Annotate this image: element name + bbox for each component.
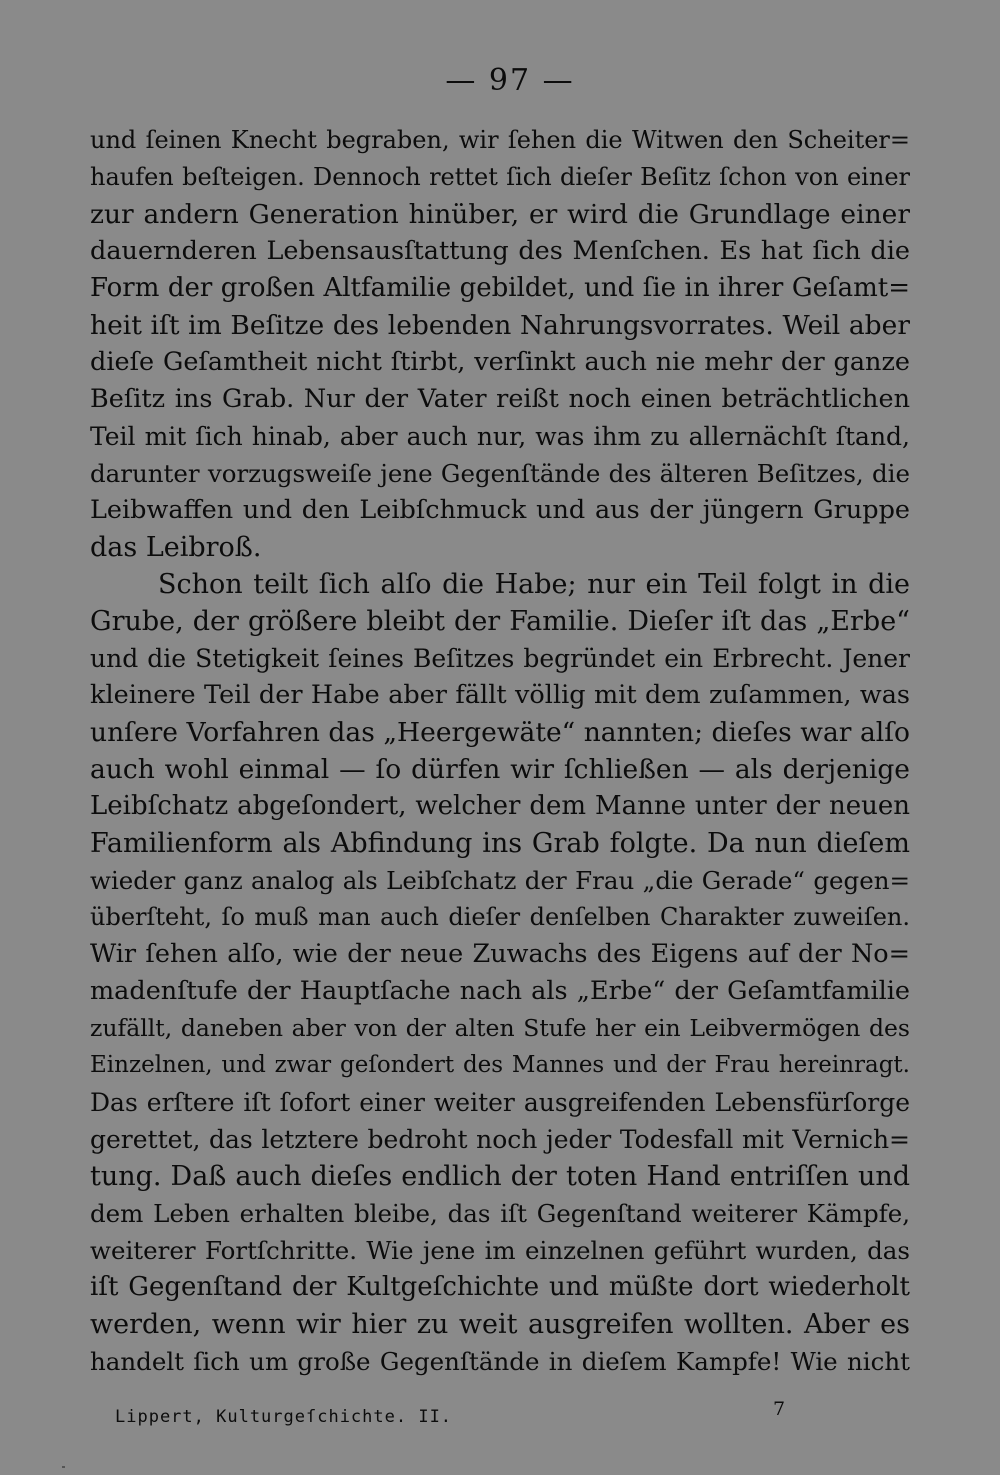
text-line: Teil mit ſich hinab, aber auch nur, was ihm zu allernächſt ſtand, — [90, 422, 910, 451]
text-line: Wir ſehen alſo, wie der neue Zuwachs des Eigens auf der No= — [90, 939, 910, 969]
text-line: zur andern Generation hinüber, er wird die Grundlage einer — [90, 199, 910, 230]
scan-speck — [62, 1466, 65, 1468]
page-footer — [115, 1398, 815, 1434]
text-line: kleinere Teil der Habe aber fällt völlig mit dem zuſammen, was — [90, 680, 910, 710]
text-line: Leibſchatz abgeſondert, welcher dem Manne unter der neuen — [90, 791, 910, 821]
text-line: Schon teilt ſich alſo die Habe; nur ein Teil folgt in die — [158, 569, 910, 600]
text-line: dieſe Geſamtheit nicht ſtirbt, verſinkt auch nie mehr der ganze — [90, 347, 910, 377]
text-line: Grube, der größere bleibt der Familie. Dieſer iſt das „Erbe“ — [90, 606, 910, 637]
text-line: haufen beſteigen. Dennoch rettet ſich dieſer Beſitz ſchon von einer — [90, 163, 910, 191]
text-line: unſere Vorfahren das „Heergewäte“ nannten; dieſes war alſo — [90, 717, 910, 748]
text-line: Familienform als Abfindung ins Grab folgte. Da nun dieſem — [90, 828, 910, 859]
text-line: Einzelnen, und zwar geſondert des Mannes und der Frau hereinragt. — [90, 1052, 910, 1078]
sheet-number: 7 — [773, 1398, 786, 1420]
text-line: Beſitz ins Grab. Nur der Vater reißt noch einen beträchtlichen — [90, 384, 910, 414]
text-line: und die Stetigkeit ſeines Beſitzes begründet ein Erbrecht. Jener — [90, 644, 910, 673]
printer-signature: Lippert, Kulturgeſchichte. II. — [115, 1407, 453, 1427]
text-line: heit iſt im Beſitze des lebenden Nahrungsvorrates. Weil aber — [90, 310, 910, 341]
text-line: gerettet, das letztere bedroht noch jeder Todesfall mit Vernich= — [90, 1125, 910, 1154]
text-line: auch wohl einmal — ſo dürfen wir ſchließen — als derjenige — [90, 754, 910, 785]
text-line: Form der großen Altfamilie gebildet, und ſie in ihrer Geſamt= — [90, 273, 910, 303]
text-line: Leibwaffen und den Leibſchmuck und aus der jüngern Gruppe — [90, 495, 910, 525]
text-line: dauernderen Lebensausſtattung des Menſchen. Es hat ſich die — [90, 236, 910, 266]
body-text — [90, 122, 910, 1380]
text-line: werden, wenn wir hier zu weit ausgreifen wollten. Aber es — [90, 1309, 910, 1340]
page-number: — 97 — — [445, 63, 575, 98]
text-line: das Leibroß. — [90, 532, 262, 563]
text-line: tung. Daß auch dieſes endlich der toten Hand entriſſen und — [90, 1161, 910, 1192]
text-line: madenſtufe der Hauptſache nach als „Erbe“ der Geſamtfamilie — [90, 976, 910, 1006]
text-line: wieder ganz analog als Leibſchatz der Frau „die Gerade“ gegen= — [90, 866, 910, 895]
text-line: handelt ſich um große Gegenſtände in dieſem Kampfe! Wie nicht — [90, 1347, 910, 1376]
text-line: darunter vorzugsweiſe jene Gegenſtände des älteren Beſitzes, die — [90, 459, 910, 488]
text-line: zufällt, daneben aber von der alten Stufe her ein Leibvermögen des — [90, 1014, 910, 1042]
text-line: und ſeinen Knecht begraben, wir ſehen die Witwen den Scheiter= — [90, 126, 910, 154]
text-line: Das erſtere iſt ſofort einer weiter ausgreifenden Lebensfürſorge — [90, 1088, 910, 1117]
text-line: dem Leben erhalten bleibe, das iſt Gegenſtand weiterer Kämpfe, — [90, 1199, 910, 1228]
text-line: iſt Gegenſtand der Kultgeſchichte und müßte dort wiederholt — [90, 1272, 910, 1302]
text-line: überſteht, ſo muß man auch dieſer denſelben Charakter zuweiſen. — [90, 903, 910, 931]
text-line: weiterer Fortſchritte. Wie jene im einzelnen geführt wurden, das — [90, 1236, 910, 1265]
